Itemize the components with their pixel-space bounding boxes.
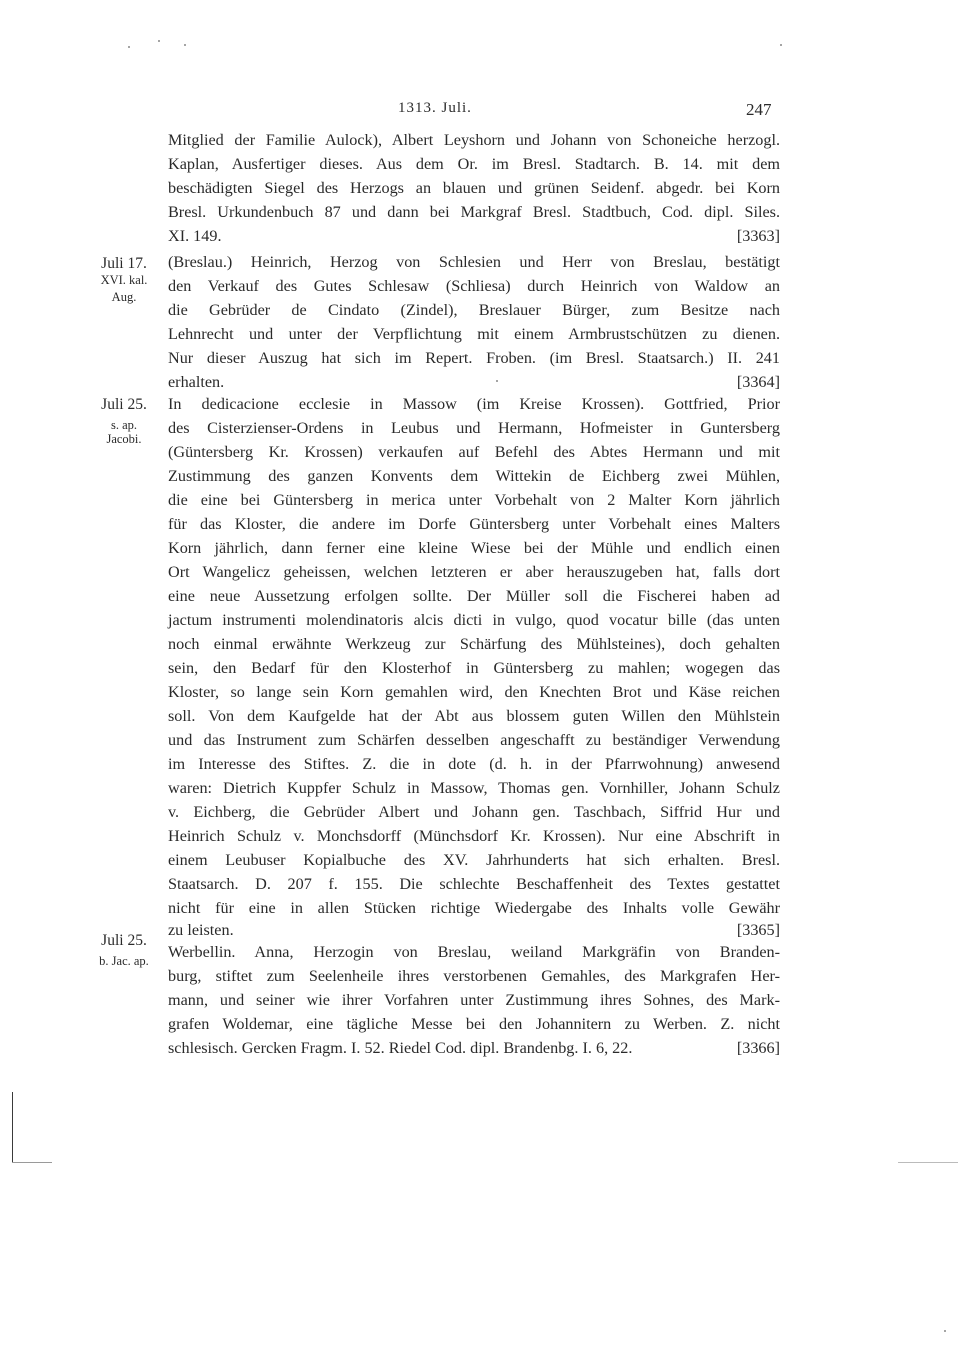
text-line: nicht für eine in allen Stücken richtige Wiedergabe des Inhalts volle Gewähr xyxy=(168,899,780,917)
text-line: Nur dieser Auszug hat sich im Repert. Froben. (im Bresl. Staatsarch.) II. 241 xyxy=(168,349,780,367)
text-line: Bresl. Urkundenbuch 87 und dann bei Markgraf Bresl. Stadtbuch, Cod. dipl. Siles. xyxy=(168,203,780,221)
scan-edge-mark xyxy=(12,1162,52,1163)
scan-speck xyxy=(128,46,130,48)
text-line: (Breslau.) Heinrich, Herzog von Schlesien und Herr von Breslau, bestätigt xyxy=(168,253,780,271)
text-line: Heinrich Schulz v. Monchsdorff (Münchsdorf Kr. Krossen). Nur eine Abschrift in xyxy=(168,827,780,845)
running-head-title: 1313. Juli. xyxy=(398,100,472,116)
text-line: Lehnrecht und unter der Verpflichtung mit einem Armbrustschützen zu dienen. xyxy=(168,325,780,343)
text-line: burg, stiftet zum Seelenheile ihres verstorbenen Gemahles, des Markgrafen Her- xyxy=(168,967,780,985)
margin-sub-1a: XVI. kal. xyxy=(100,273,148,287)
margin-sub-1b: Aug. xyxy=(111,290,137,304)
text-line: im Interesse des Stiftes. Z. die in dote (d. h. in der Pfarrwohnung) anwesend xyxy=(168,755,780,773)
running-head xyxy=(0,100,960,124)
margin-date-1: Juli 17. xyxy=(101,255,147,272)
scan-edge-mark xyxy=(898,1162,958,1163)
margin-sub-2b: Jacobi. xyxy=(106,432,142,446)
scan-edge-mark xyxy=(12,1092,13,1162)
text-line: für das Kloster, die andere im Dorfe Güntersberg unter Vorbehalt eines Malters xyxy=(168,515,780,533)
text-line: Kaplan, Ausfertiger dieses. Aus dem Or. im Bresl. Stadtarch. B. 14. mit dem xyxy=(168,155,780,173)
scan-speck xyxy=(184,44,186,46)
scan-speck xyxy=(158,40,160,42)
text-line: Zustimmung des ganzen Konvents dem Wittekin de Eichberg zwei Mühlen, xyxy=(168,467,780,485)
text-line: XI. 149. xyxy=(168,227,222,245)
margin-date-2: Juli 25. xyxy=(101,396,147,413)
text-line-with-ref xyxy=(168,370,780,394)
text-line: v. Eichberg, die Gebrüder Albert und Johann gen. Taschbach, Siffrid Hur und xyxy=(168,803,780,821)
text-line: beschädigten Siegel des Herzogs an blauen und grünen Seidenf. abgedr. bei Korn xyxy=(168,179,780,197)
text-line: einem Leubuser Kopialbuche des XV. Jahrhunderts hat sich erhalten. Bresl. xyxy=(168,851,780,869)
text-line: die eine bei Güntersberg in merica unter Vorbehalt von 2 Malter Korn jährlich xyxy=(168,491,780,509)
text-line: und das Instrument zum Schärfen desselben angeschafft zu beständiger Verwendung xyxy=(168,731,780,749)
text-line: die Gebrüder de Cindato (Zindel), Breslauer Bürger, zum Besitze nach xyxy=(168,301,780,319)
text-line: Korn jährlich, dann ferner eine kleine Wiese bei der Mühle und endlich einen xyxy=(168,539,780,557)
scan-speck xyxy=(496,380,498,382)
entry-number-3364: [3364] xyxy=(736,373,780,391)
text-line: (Güntersberg Kr. Krossen) verkaufen auf Befehl des Abtes Hermann und mit xyxy=(168,443,780,461)
scan-speck xyxy=(780,44,782,46)
text-line: den Verkauf des Gutes Schlesaw (Schliesa) durch Heinrich von Waldow an xyxy=(168,277,780,295)
page-number: 247 xyxy=(746,100,772,119)
text-line: Staatsarch. D. 207 f. 155. Die schlechte Beschaffenheit des Textes gestattet xyxy=(168,875,780,893)
text-line: schlesisch. Gercken Fragm. I. 52. Riedel Cod. dipl. Brandenbg. I. 6, 22. xyxy=(168,1039,633,1057)
text-line: Mitglied der Familie Aulock), Albert Leyshorn und Johann von Schoneiche herzogl. xyxy=(168,131,780,149)
text-line: soll. Von dem Kaufgelde hat der Abt aus blossem guten Willen den Mühlstein xyxy=(168,707,780,725)
text-line: In dedicacione ecclesie in Massow (im Kreise Krossen). Gottfried, Prior xyxy=(168,395,780,413)
text-line: erhalten. xyxy=(168,373,225,391)
margin-date-3: Juli 25. xyxy=(101,932,147,949)
text-line: des Cisterzienser-Ordens in Leubus und Hermann, Hofmeister in Guntersberg xyxy=(168,419,780,437)
entry-number-3365: [3365] xyxy=(736,921,780,939)
text-line: waren: Dietrich Kuppfer Schulz in Massow, Thomas gen. Vornhiller, Johann Schulz xyxy=(168,779,780,797)
text-line-with-ref xyxy=(168,918,780,942)
text-line: noch einmal erwähnte Werkzeug zur Schärfung des Mühlsteines), doch gehalten xyxy=(168,635,780,653)
text-line: zu leisten. xyxy=(168,921,234,939)
entry-number-3366: [3366] xyxy=(736,1039,780,1057)
text-line: Ort Wangelicz geheissen, welchen letzteren er aber herauszugeben hat, falls dort xyxy=(168,563,780,581)
text-line: mann, und seiner wie ihrer Vorfahren unter Zustimmung ihres Sohnes, des Mark- xyxy=(168,991,780,1009)
scan-speck xyxy=(944,1330,946,1332)
text-line-with-ref xyxy=(168,224,780,248)
text-line-with-ref xyxy=(168,1036,780,1060)
margin-sub-2a: s. ap. xyxy=(110,418,138,432)
text-line: Kloster, so lange sein Korn gemahlen wird, den Knechten Brot und Käse reichen xyxy=(168,683,780,701)
entry-number-3363: [3363] xyxy=(736,227,780,245)
text-line: grafen Woldemar, eine tägliche Messe bei den Johannitern zu Werben. Z. nicht xyxy=(168,1015,780,1033)
text-line: jactum instrumenti molendinatoris alcis dicti in vulgo, quod vocatur bille (das unten xyxy=(168,611,780,629)
margin-sub-3a: b. Jac. ap. xyxy=(99,954,149,968)
text-line: Werbellin. Anna, Herzogin von Breslau, weiland Markgräfin von Branden- xyxy=(168,943,780,961)
text-line: eine neue Aussetzung erfolgen sollte. Der Müller soll die Fischerei haben ad xyxy=(168,587,780,605)
text-line: sein, den Bedarf für den Klosterhof in Güntersberg zu mahlen; wogegen das xyxy=(168,659,780,677)
